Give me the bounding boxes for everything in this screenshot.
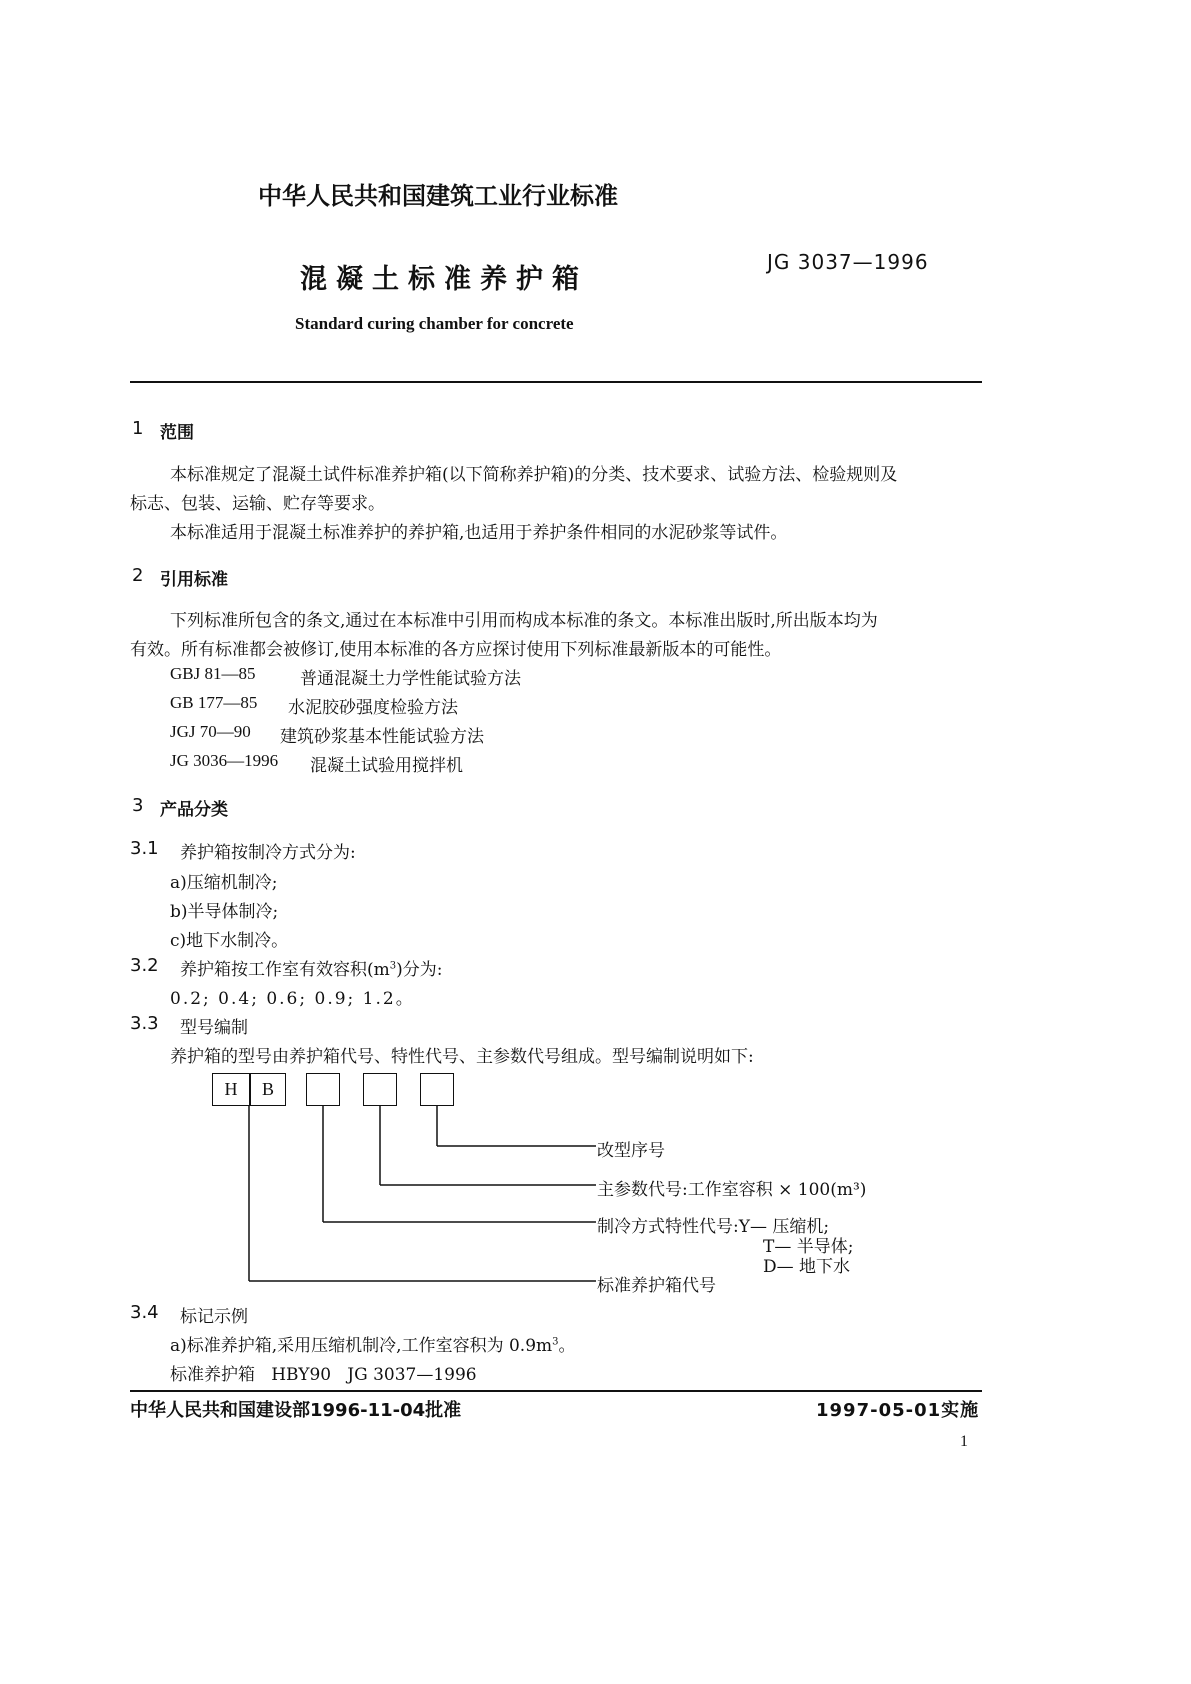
section-3-4-title: 标记示例 xyxy=(180,1307,248,1327)
label-cooling: 制冷方式特性代号:Y— 压缩机; xyxy=(597,1217,830,1237)
standard-code: JG 3037—1996 xyxy=(767,250,929,274)
section-3-2-number: 3.2 xyxy=(130,955,159,976)
document-title-cn: 混凝土标准养护箱 xyxy=(300,264,588,295)
section-2-para-line-1: 下列标准所包含的条文,通过在本标准中引用而构成本标准的条文。本标准出版时,所出版本均为 xyxy=(170,611,878,631)
label-main-param: 主参数代号:工作室容积 × 100(m³) xyxy=(597,1180,867,1200)
cooling-option: c)地下水制冷。 xyxy=(170,931,289,951)
code-letter-b: B xyxy=(261,1079,274,1099)
section-3-3-number: 3.3 xyxy=(130,1013,159,1034)
reference-code: JG 3036—1996 xyxy=(170,751,279,770)
section-2-title: 引用标准 xyxy=(160,570,228,590)
section-3-3-text: 养护箱的型号由养护箱代号、特性代号、主参数代号组成。型号编制说明如下: xyxy=(170,1047,754,1067)
section-2-para-line-2: 有效。所有标准都会被修订,使用本标准的各方应探讨使用下列标准最新版本的可能性。 xyxy=(130,640,782,660)
section-1-title: 范围 xyxy=(160,423,194,443)
page-number: 1 xyxy=(960,1433,968,1450)
section-3-4-example: 标准养护箱 HBY90 JG 3037—1996 xyxy=(170,1365,477,1385)
section-3-1-text: 养护箱按制冷方式分为: xyxy=(180,843,356,863)
label-cooling-d: D— 地下水 xyxy=(763,1257,851,1277)
document-title-en: Standard curing chamber for concrete xyxy=(295,314,574,333)
reference-name: 混凝土试验用搅拌机 xyxy=(310,756,463,776)
reference-code: GB 177—85 xyxy=(170,693,258,712)
section-1-para-1-line-1: 本标准规定了混凝土试件标准养护箱(以下简称养护箱)的分类、技术要求、试验方法、检验规则及 xyxy=(170,465,898,485)
section-3-1-number: 3.1 xyxy=(130,838,159,859)
section-3-title: 产品分类 xyxy=(160,800,228,820)
agency-title: 中华人民共和国建筑工业行业标准 xyxy=(258,182,618,210)
section-3-4-item-a: a)标准养护箱,采用压缩机制冷,工作室容积为 $0.9m^3$。 xyxy=(170,1336,576,1356)
reference-code: JGJ 70—90 xyxy=(170,722,251,741)
section-2-number: 2 xyxy=(132,565,144,586)
reference-name: 建筑砂浆基本性能试验方法 xyxy=(280,727,484,747)
label-revision: 改型序号 xyxy=(597,1141,665,1161)
reference-code: GBJ 81—85 xyxy=(170,664,256,683)
cooling-option: b)半导体制冷; xyxy=(170,902,279,922)
section-3-2-text: 养护箱按工作室有效容积$(m^3)$分为: xyxy=(180,960,443,980)
effective-date: 1997-05-01实施 xyxy=(816,1400,980,1421)
section-3-4-number: 3.4 xyxy=(130,1302,159,1323)
reference-name: 水泥胶砂强度检验方法 xyxy=(288,698,458,718)
volume-values: 0.2; 0.4; 0.6; 0.9; 1.2。 xyxy=(170,989,415,1009)
section-3-3-title: 型号编制 xyxy=(180,1018,248,1038)
section-1-para-2: 本标准适用于混凝土标准养护的养护箱,也适用于养护条件相同的水泥砂浆等试件。 xyxy=(170,523,788,543)
approval-date: 中华人民共和国建设部1996-11-04批准 xyxy=(130,1400,462,1421)
section-1-number: 1 xyxy=(132,418,144,439)
section-1-para-1-line-2: 标志、包装、运输、贮存等要求。 xyxy=(130,494,385,514)
footer-divider xyxy=(130,1390,982,1392)
reference-name: 普通混凝土力学性能试验方法 xyxy=(300,669,521,689)
cooling-option: a)压缩机制冷; xyxy=(170,873,278,893)
code-letter-h: H xyxy=(224,1079,238,1099)
label-code: 标准养护箱代号 xyxy=(597,1276,716,1296)
label-cooling-t: T— 半导体; xyxy=(763,1237,854,1257)
section-3-number: 3 xyxy=(132,795,144,816)
